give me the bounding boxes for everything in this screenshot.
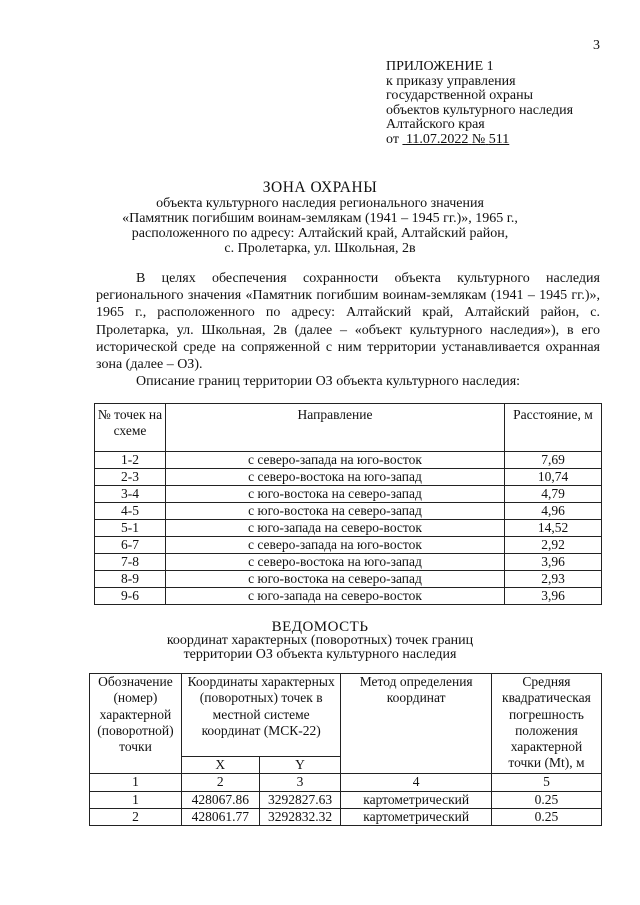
cell-distance: 2,92 [505,537,602,554]
cell-distance: 4,79 [505,486,602,503]
heading-line: объекта культурного наследия регионального значения [156,196,484,211]
heading-title: ЗОНА ОХРАНЫ [262,179,378,196]
header-points: № точек на схеме [95,404,166,452]
header-coordinates: Координаты характерных (поворотных) точек в местной системе координат (МСК-22) [181,674,341,757]
appendix-line: государственной охраны [386,88,534,103]
statement-line: координат характерных (поворотных) точек границ [166,633,474,649]
cell-distance: 10,74 [505,469,602,486]
column-number: 2 [181,774,259,791]
cell-direction: с северо-запада на юго-восток [166,537,505,554]
appendix-line: Алтайского края [386,117,485,132]
heading-line: с. Пролетарка, ул. Школьная, 2в [224,241,416,256]
boundary-table [94,403,602,605]
document-body [96,270,600,390]
appendix-title: ПРИЛОЖЕНИЕ 1 [386,59,494,74]
cell-points: 4-5 [95,503,166,520]
appendix-date-line [386,133,573,148]
header-direction: Направление [166,404,505,452]
cell-distance: 4,96 [505,503,602,520]
body-paragraph: В целях обеспечения сохранности объекта культурного наследия регионального значения «Памятник погибшим воинам-землякам (1941 – 1945 гг.)», 1965 г., расположенного по адресу: Алтайский край, Алтайский район, с. Пролетарка, ул. Школьная, 2в (далее – «объект культурного наследия»), в его исторической среде на сопряженной с ним территории устанавливается охранная зона (далее – ОЗ). [96,271,600,373]
cell-distance: 3,96 [505,588,602,605]
column-number: 1 [90,774,182,791]
appendix-block [386,60,573,147]
table-row [95,503,602,520]
coordinates-table [89,673,602,826]
cell-point: 1 [90,791,182,808]
appendix-line: к приказу управления [386,73,516,89]
cell-points: 5-1 [95,520,166,537]
cell-points: 2-3 [95,469,166,486]
header-method: Метод определения координат [341,674,491,774]
table-row [95,571,602,588]
cell-direction: с юго-запада на северо-восток [166,520,505,537]
statement-heading [0,620,640,663]
document-heading [0,180,640,256]
column-number-row [90,774,602,791]
cell-x: 428061.77 [181,808,259,825]
boundary-description-label: Описание границ территории ОЗ объекта культурного наследия: [136,374,521,390]
table-row [95,452,602,469]
header-y: Y [259,757,341,774]
cell-point: 2 [90,808,182,825]
cell-direction: с северо-запада на юго-восток [166,452,505,469]
column-number: 5 [491,774,601,791]
cell-direction: с юго-востока на северо-запад [166,486,505,503]
header-designation: Обозначение (номер) характерной (поворотной) точки [90,674,182,774]
cell-points: 3-4 [95,486,166,503]
cell-points: 8-9 [95,571,166,588]
cell-y: 3292827.63 [259,791,341,808]
header-error: Средняя квадратическая погрешность положения характерной точки (Mt), м [491,674,601,774]
cell-points: 1-2 [95,452,166,469]
cell-error: 0.25 [491,808,601,825]
table-row [95,520,602,537]
cell-points: 6-7 [95,537,166,554]
table-row [95,588,602,605]
cell-method: картометрический [341,791,491,808]
table-row [95,486,602,503]
cell-distance: 3,96 [505,554,602,571]
cell-distance: 14,52 [505,520,602,537]
heading-line: расположенного по адресу: Алтайский край, Алтайский район, [131,226,509,241]
cell-y: 3292832.32 [259,808,341,825]
header-distance: Расстояние, м [505,404,602,452]
statement-title: ВЕДОМОСТЬ [271,619,369,635]
statement-line: территории ОЗ объекта культурного наследия [183,647,457,663]
table-row [90,791,602,808]
cell-error: 0.25 [491,791,601,808]
cell-x: 428067.86 [181,791,259,808]
order-date: 11.07.2022 № 511 [405,131,510,147]
cell-direction: с юго-востока на северо-запад [166,503,505,520]
column-number: 3 [259,774,341,791]
heading-line: «Памятник погибшим воинам-землякам (1941 – 1945 гг.)», 1965 г., [122,211,518,226]
cell-points: 7-8 [95,554,166,571]
table-row [95,554,602,571]
appendix-line: объектов культурного наследия [386,102,574,118]
cell-direction: с юго-запада на северо-восток [166,588,505,605]
table-row [95,537,602,554]
column-number: 4 [341,774,491,791]
date-prefix: от [386,131,399,147]
table-row [95,469,602,486]
table-row [90,808,602,825]
cell-distance: 2,93 [505,571,602,588]
page-number: 3 [593,38,600,53]
cell-distance: 7,69 [505,452,602,469]
cell-direction: с северо-востока на юго-запад [166,554,505,571]
cell-points: 9-6 [95,588,166,605]
cell-method: картометрический [341,808,491,825]
cell-direction: с северо-востока на юго-запад [166,469,505,486]
header-x: X [181,757,259,774]
cell-direction: с юго-востока на северо-запад [166,571,505,588]
